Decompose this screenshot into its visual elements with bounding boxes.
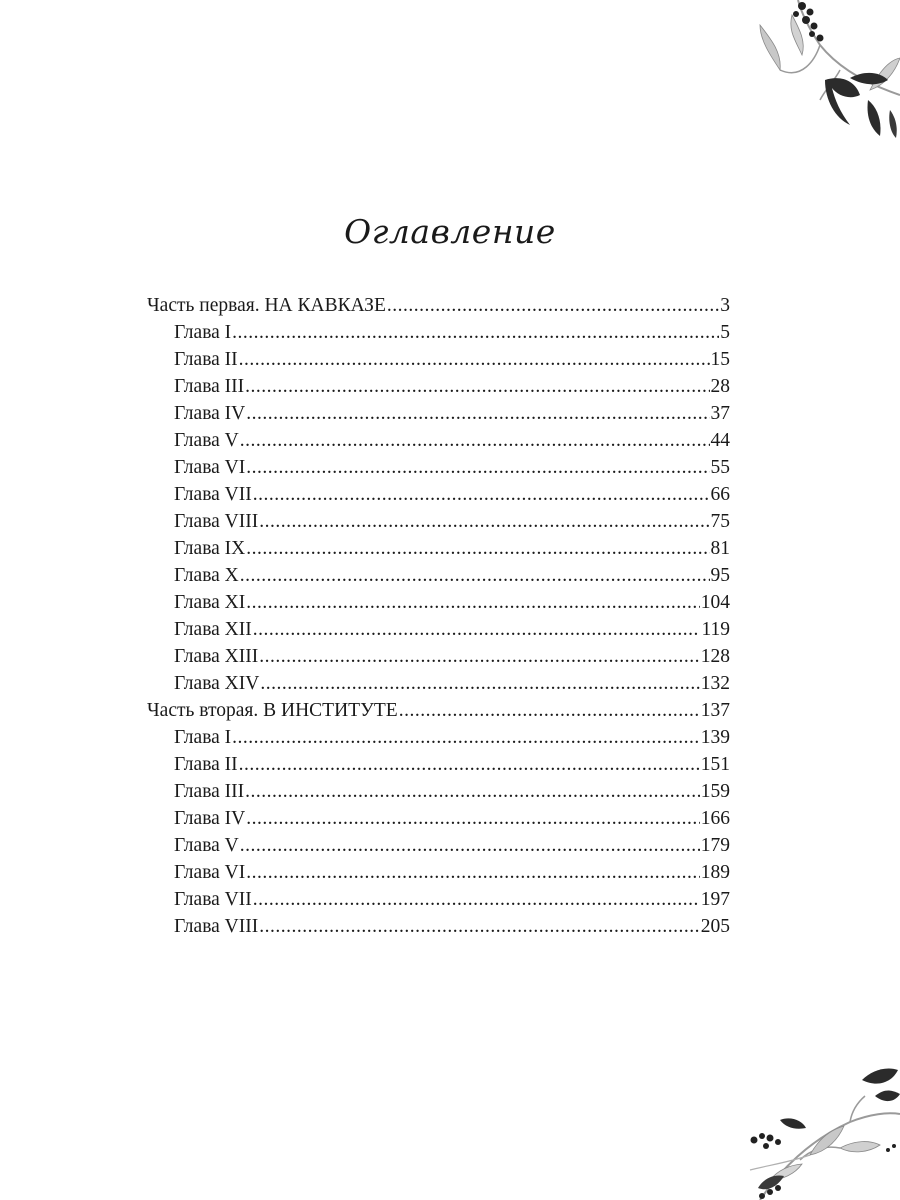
dot-leader	[246, 535, 709, 562]
toc-entry-page: 3	[720, 295, 730, 316]
toc-chapter-entry[interactable]	[147, 724, 730, 751]
toc-entry-title: Глава XI	[174, 592, 246, 613]
dot-leader	[240, 562, 710, 589]
toc-chapter-entry[interactable]	[147, 913, 730, 940]
dot-leader	[240, 427, 710, 454]
toc-entry-title: Глава I	[174, 322, 232, 343]
toc-chapter-entry[interactable]	[147, 859, 730, 886]
toc-chapter-entry[interactable]	[147, 454, 730, 481]
page-title: Оглавление	[344, 212, 556, 251]
toc-entry-title: Глава IX	[174, 538, 246, 559]
toc-chapter-entry[interactable]	[147, 832, 730, 859]
toc-entry-title: Глава II	[174, 349, 238, 370]
dot-leader	[246, 589, 700, 616]
dot-leader	[240, 832, 700, 859]
dot-leader	[253, 481, 710, 508]
toc-part-entry[interactable]	[147, 697, 730, 724]
toc-entry-page: 128	[700, 646, 730, 667]
dot-leader	[259, 913, 700, 940]
toc-entry-title: Глава II	[174, 754, 238, 775]
toc-entry-title: Глава XIII	[174, 646, 259, 667]
toc-entry-title: Глава III	[174, 376, 245, 397]
toc-entry-page: 55	[710, 457, 730, 478]
toc-entry-page: 137	[700, 700, 730, 721]
toc-entry-page: 44	[710, 430, 730, 451]
dot-leader	[246, 400, 709, 427]
dot-leader	[239, 751, 700, 778]
toc-chapter-entry[interactable]	[147, 751, 730, 778]
toc-entry-title: Глава IV	[174, 403, 246, 424]
toc-entry-page: 166	[700, 808, 730, 829]
toc-chapter-entry[interactable]	[147, 886, 730, 913]
toc-entry-page: 104	[700, 592, 730, 613]
toc-entry-title: Часть первая. НА КАВКАЗЕ	[147, 295, 386, 316]
toc-entry-page: 15	[710, 349, 730, 370]
toc-entry-page: 37	[710, 403, 730, 424]
toc-chapter-entry[interactable]	[147, 481, 730, 508]
toc-entry-page: 119	[701, 619, 730, 640]
toc-chapter-entry[interactable]	[147, 670, 730, 697]
toc-entry-title: Глава XIV	[174, 673, 260, 694]
dot-leader	[260, 670, 699, 697]
toc-entry-page: 179	[700, 835, 730, 856]
toc-entry-page: 151	[700, 754, 730, 775]
table-of-contents	[147, 292, 730, 940]
toc-entry-title: Глава V	[174, 835, 239, 856]
toc-chapter-entry[interactable]	[147, 805, 730, 832]
toc-entry-title: Глава X	[174, 565, 239, 586]
toc-chapter-entry[interactable]	[147, 778, 730, 805]
toc-entry-page: 5	[720, 322, 730, 343]
dot-leader	[246, 859, 700, 886]
toc-chapter-entry[interactable]	[147, 346, 730, 373]
toc-entry-page: 205	[700, 916, 730, 937]
floral-branch-icon	[740, 1060, 900, 1200]
toc-entry-title: Глава III	[174, 781, 245, 802]
dot-leader	[245, 373, 709, 400]
toc-chapter-entry[interactable]	[147, 589, 730, 616]
toc-chapter-entry[interactable]	[147, 508, 730, 535]
toc-entry-title: Глава VII	[174, 484, 252, 505]
toc-entry-title: Глава VI	[174, 457, 246, 478]
dot-leader	[253, 616, 701, 643]
floral-branch-icon	[740, 0, 900, 140]
dot-leader	[232, 724, 700, 751]
toc-entry-page: 75	[710, 511, 730, 532]
toc-entry-title: Часть вторая. В ИНСТИТУТЕ	[147, 700, 398, 721]
toc-entry-page: 197	[700, 889, 730, 910]
dot-leader	[246, 805, 700, 832]
toc-chapter-entry[interactable]	[147, 400, 730, 427]
dot-leader	[245, 778, 700, 805]
toc-entry-page: 28	[710, 376, 730, 397]
dot-leader	[387, 292, 719, 319]
toc-entry-page: 189	[700, 862, 730, 883]
toc-chapter-entry[interactable]	[147, 616, 730, 643]
toc-entry-title: Глава XII	[174, 619, 252, 640]
toc-chapter-entry[interactable]	[147, 535, 730, 562]
dot-leader	[232, 319, 719, 346]
toc-entry-title: Глава VII	[174, 889, 252, 910]
toc-chapter-entry[interactable]	[147, 373, 730, 400]
toc-part-entry[interactable]	[147, 292, 730, 319]
dot-leader	[253, 886, 700, 913]
toc-entry-title: Глава VI	[174, 862, 246, 883]
toc-entry-title: Глава IV	[174, 808, 246, 829]
toc-entry-title: Глава VIII	[174, 511, 259, 532]
toc-entry-page: 132	[700, 673, 730, 694]
toc-chapter-entry[interactable]	[147, 643, 730, 670]
dot-leader	[399, 697, 700, 724]
toc-entry-page: 95	[710, 565, 730, 586]
toc-entry-title: Глава V	[174, 430, 239, 451]
toc-chapter-entry[interactable]	[147, 319, 730, 346]
toc-entry-page: 66	[710, 484, 730, 505]
dot-leader	[239, 346, 710, 373]
toc-chapter-entry[interactable]	[147, 427, 730, 454]
dot-leader	[259, 508, 709, 535]
toc-entry-page: 159	[700, 781, 730, 802]
toc-entry-title: Глава VIII	[174, 916, 259, 937]
dot-leader	[246, 454, 709, 481]
toc-chapter-entry[interactable]	[147, 562, 730, 589]
dot-leader	[259, 643, 700, 670]
toc-entry-page: 139	[700, 727, 730, 748]
toc-entry-page: 81	[710, 538, 730, 559]
toc-entry-title: Глава I	[174, 727, 232, 748]
